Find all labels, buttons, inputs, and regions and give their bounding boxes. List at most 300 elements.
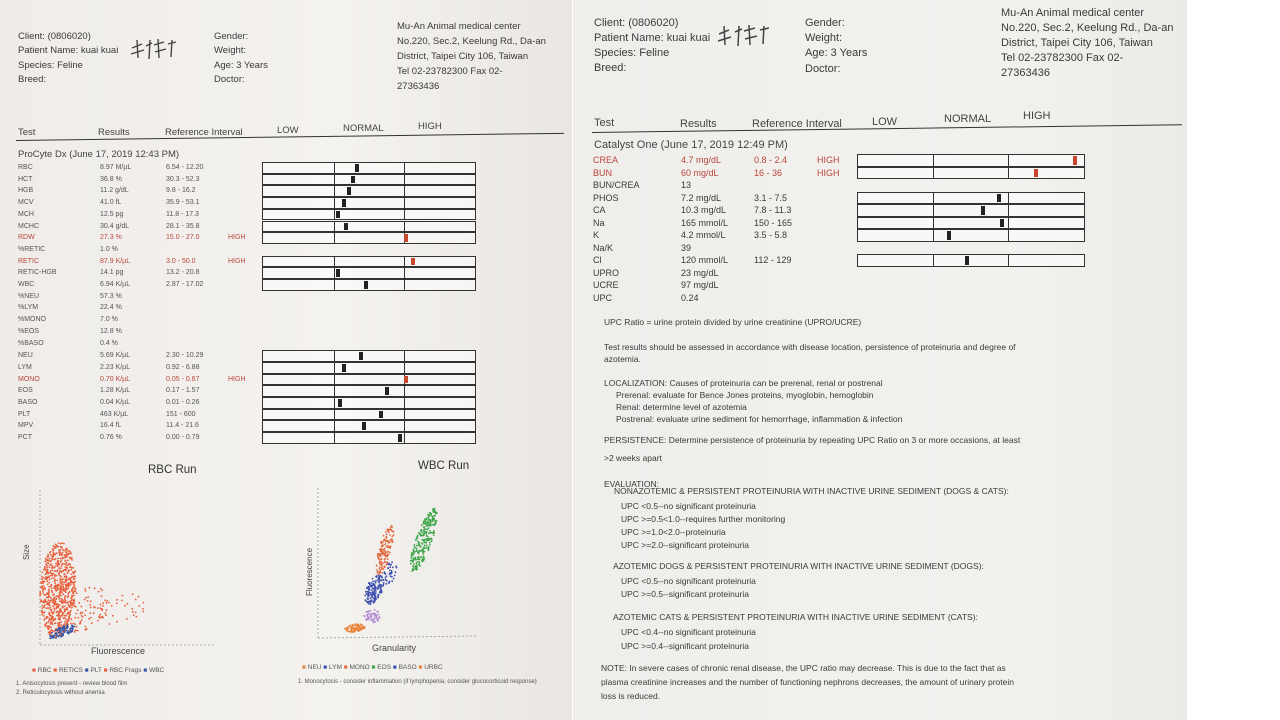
scatter-point <box>70 602 72 604</box>
scatter-point <box>44 600 46 602</box>
scatter-point <box>56 635 58 637</box>
scatter-point <box>395 571 397 573</box>
test-name: %RETIC <box>18 245 46 253</box>
scatter-point <box>131 608 133 610</box>
scatter-point <box>417 559 419 561</box>
scatter-point <box>377 618 379 620</box>
rbc-note-1: 1. Anisocytosis present - review blood film <box>16 681 128 687</box>
scatter-point <box>383 566 385 568</box>
result-marker <box>347 187 351 195</box>
note-line: Test results should be assessed in accordance with disease location, persistence of proteinuria and degree of <box>604 342 1016 352</box>
scatter-point <box>389 569 391 571</box>
scatter-point <box>45 558 47 560</box>
scatter-point <box>426 519 428 521</box>
scatter-point <box>54 570 56 572</box>
note-line: Prerenal: evaluate for Bence Jones proteins, myoglobin, hemoglobin <box>616 390 874 400</box>
scatter-point <box>138 596 140 598</box>
scatter-point <box>55 565 57 567</box>
range-divider-high <box>404 257 405 267</box>
scatter-point <box>380 588 382 590</box>
scatter-point <box>391 541 393 543</box>
scatter-point <box>55 553 57 555</box>
result-marker <box>351 176 355 184</box>
scatter-point <box>74 623 76 625</box>
scatter-point <box>50 554 52 556</box>
reference-interval: 0.92 - 6.88 <box>166 363 200 371</box>
result-value: 463 K/µL <box>100 410 129 418</box>
range-bar <box>262 362 476 374</box>
scatter-point <box>344 628 346 630</box>
result-marker <box>342 364 346 372</box>
note-line: UPC >=2.0--significant proteinuria <box>621 540 750 550</box>
scatter-point <box>101 608 103 610</box>
test-name: MPV <box>18 422 34 430</box>
note-line: UPC >=1.0<2.0--proteinuria <box>621 527 726 537</box>
scatter-point <box>72 590 74 592</box>
result-value: 8.97 M/µL <box>100 164 132 171</box>
scatter-point <box>46 556 48 558</box>
wbc-run-scatter <box>302 478 482 653</box>
test-name: PHOS <box>593 192 619 203</box>
age: Age: 3 Years <box>805 47 868 59</box>
scatter-point <box>416 537 418 539</box>
scatter-point <box>47 592 49 594</box>
scatter-point <box>87 596 89 598</box>
scatter-point <box>56 571 58 573</box>
scatter-point <box>434 508 436 510</box>
result-row <box>0 432 480 444</box>
scatter-point <box>47 569 49 571</box>
scatter-point <box>67 559 69 561</box>
range-bar <box>857 217 1085 230</box>
note-line: Renal: determine level of azotemia <box>616 402 747 412</box>
note-line: UPC <0.4--no significant proteinuria <box>621 627 756 637</box>
scatter-point <box>376 565 378 567</box>
species: Species: Feline <box>594 47 670 59</box>
scatter-point <box>75 613 77 615</box>
scatter-point <box>383 582 385 584</box>
result-row <box>573 267 1093 280</box>
scatter-point <box>391 530 393 532</box>
scatter-point <box>106 600 108 602</box>
scatter-point <box>53 607 55 609</box>
test-name: %LYM <box>18 304 39 312</box>
scatter-point <box>74 570 76 572</box>
result-value: 12.5 pg <box>100 210 124 218</box>
range-divider-high <box>404 410 405 420</box>
reference-interval: 0.8 - 2.4 <box>754 155 788 165</box>
scatter-point <box>383 579 385 581</box>
reference-interval: 16 - 36 <box>754 167 783 178</box>
result-value: 16.4 fL <box>100 422 122 430</box>
scatter-point <box>366 593 368 595</box>
result-marker <box>362 422 366 430</box>
scatter-point <box>142 611 144 613</box>
scatter-point <box>423 520 425 522</box>
note-line: UPC Ratio = urine protein divided by urine creatinine (UPRO/UCRE) <box>604 317 862 327</box>
test-name: %NEU <box>18 292 40 300</box>
scatter-point <box>360 628 362 630</box>
scatter-point <box>383 535 385 537</box>
scatter-point <box>68 569 70 571</box>
gender: Gender: <box>214 31 249 42</box>
scatter-point <box>51 578 53 580</box>
scatter-point <box>55 598 57 600</box>
scatter-point <box>422 552 424 554</box>
range-bar <box>857 167 1085 180</box>
scatter-point <box>372 601 374 603</box>
high-flag: HIGH <box>817 167 840 178</box>
result-marker <box>404 376 408 384</box>
result-row <box>0 232 480 244</box>
note-line: UPC <0.5--no significant proteinuria <box>621 576 756 586</box>
scatter-point <box>354 623 356 625</box>
scatter-point <box>58 549 60 551</box>
scatter-point <box>77 609 79 611</box>
result-row <box>0 302 480 314</box>
scatter-point <box>74 585 76 587</box>
scatter-point <box>51 612 53 614</box>
scatter-point <box>423 526 425 528</box>
range-bar <box>262 232 476 244</box>
scatter-point <box>370 615 372 617</box>
scatter-point <box>386 575 388 577</box>
range-divider-high <box>404 268 405 278</box>
scatter-point <box>60 590 62 592</box>
scatter-point <box>69 631 71 633</box>
result-value: 60 mg/dL <box>681 167 719 178</box>
scatter-point <box>47 601 49 603</box>
result-row <box>0 185 480 197</box>
scatter-point <box>370 617 372 619</box>
patient-name: Patient Name: kuai kuai <box>594 32 711 44</box>
scatter-point <box>67 630 69 632</box>
range-divider-high <box>1008 255 1009 266</box>
scatter-point <box>424 544 426 546</box>
scatter-point <box>375 582 377 584</box>
test-name: Na <box>593 217 605 228</box>
result-marker <box>1000 219 1004 228</box>
scatter-point <box>64 606 66 608</box>
scatter-point <box>61 592 63 594</box>
scatter-point <box>62 578 64 580</box>
scatter-point <box>52 613 54 615</box>
reference-interval: 11.8 - 17.3 <box>166 210 199 218</box>
scatter-point <box>415 559 417 561</box>
result-row <box>0 279 480 291</box>
reference-interval: 0.01 - 0.26 <box>166 399 200 406</box>
scatter-point <box>66 552 68 554</box>
scatter-point <box>80 612 82 614</box>
scatter-point <box>394 575 396 577</box>
scatter-point <box>45 594 47 596</box>
scatter-point <box>55 584 57 586</box>
scatter-point <box>370 597 372 599</box>
scatter-point <box>65 619 67 621</box>
scatter-point <box>422 553 424 555</box>
scatter-point <box>429 542 431 544</box>
scatter-point <box>53 577 55 579</box>
reference-interval: 0.05 - 0.67 <box>166 375 200 383</box>
scatter-point <box>62 593 64 595</box>
scatter-point <box>53 603 55 605</box>
scatter-point <box>422 539 424 541</box>
result-row <box>0 362 480 374</box>
scatter-point <box>53 545 55 547</box>
scatter-point <box>43 615 45 617</box>
note-line: AZOTEMIC DOGS & PERSISTENT PROTEINURIA WITH INACTIVE URINE SEDIMENT (DOGS): <box>613 561 984 571</box>
scatter-point <box>416 561 418 563</box>
reference-interval: 11.4 - 21.6 <box>166 422 199 430</box>
range-divider-high <box>404 363 405 373</box>
scatter-point <box>412 560 414 562</box>
scatter-point <box>431 516 433 518</box>
scatter-point <box>374 584 376 586</box>
scatter-point <box>58 632 60 634</box>
scatter-point <box>90 607 92 609</box>
scatter-point <box>428 546 430 548</box>
reference-interval: 3.5 - 5.8 <box>754 230 788 240</box>
scatter-point <box>354 629 356 631</box>
scatter-point <box>55 589 57 591</box>
scatter-point <box>67 594 69 596</box>
scatter-point <box>71 597 73 599</box>
scatter-point <box>50 560 52 562</box>
range-bar <box>262 350 476 362</box>
breed: Breed: <box>18 74 46 85</box>
result-value: 12.8 % <box>100 327 122 335</box>
scatter-point <box>371 584 373 586</box>
scatter-point <box>377 597 379 599</box>
scatter-point <box>66 630 68 632</box>
scatter-point <box>74 605 76 607</box>
reference-interval: 0.17 - 1.57 <box>166 387 200 395</box>
age: Age: 3 Years <box>214 60 268 71</box>
scatter-point <box>51 630 53 632</box>
scatter-point <box>98 616 100 618</box>
result-row <box>0 397 480 409</box>
range-bar <box>262 279 476 291</box>
scatter-point <box>64 576 66 578</box>
note-line: UPC >=0.4--significant proteinuria <box>621 641 750 651</box>
scatter-point <box>61 542 63 544</box>
scatter-point <box>378 575 380 577</box>
result-value: 14.1 pg <box>100 269 124 277</box>
scatter-point <box>385 553 387 555</box>
note-line: loss is reduced. <box>601 691 661 701</box>
clinic-address: No.220, Sec.2, Keelung Rd., Da-an District, Taipei City 106, Taiwan <box>1001 22 1174 49</box>
scatter-point <box>428 515 430 517</box>
scatter-point <box>67 602 69 604</box>
scatter-point <box>58 613 60 615</box>
scatter-point <box>43 606 45 608</box>
test-name: UPRO <box>593 267 620 278</box>
range-bar <box>262 174 476 186</box>
scatter-point <box>372 595 374 597</box>
catalyst-report-page <box>573 0 1187 720</box>
scatter-point <box>108 602 110 604</box>
scatter-point <box>372 591 374 593</box>
scatter-point <box>425 531 427 533</box>
scatter-point <box>81 619 83 621</box>
result-row <box>0 409 480 421</box>
wbc-legend: ■ NEU ■ LYM ■ MONO ■ EOS ■ BASO ■ URBC <box>302 664 443 671</box>
test-name: BASO <box>18 399 38 406</box>
scatter-point <box>415 539 417 541</box>
scatter-point <box>56 579 58 581</box>
scatter-point <box>132 593 134 595</box>
scatter-point <box>42 580 44 582</box>
scatter-point <box>46 616 48 618</box>
scatter-point <box>116 602 118 604</box>
scatter-point <box>121 600 123 602</box>
scatter-point <box>76 626 78 628</box>
scatter-point <box>372 578 374 580</box>
result-row <box>0 326 480 338</box>
reference-interval: 3.0 - 50.0 <box>166 257 196 265</box>
result-value: 23 mg/dL <box>681 267 719 278</box>
result-marker <box>359 352 363 360</box>
scatter-point <box>65 578 67 580</box>
scatter-point <box>426 547 428 549</box>
scatter-point <box>42 605 44 607</box>
scatter-point <box>98 591 100 593</box>
scatter-point <box>126 603 128 605</box>
scatter-point <box>50 551 52 553</box>
high-flag: HIGH <box>228 257 246 265</box>
scatter-point <box>51 632 53 634</box>
scatter-point <box>364 616 366 618</box>
range-bar <box>262 374 476 386</box>
scatter-point <box>60 581 62 583</box>
scatter-point <box>376 569 378 571</box>
result-value: 0.76 % <box>100 434 122 442</box>
scatter-point <box>64 625 66 627</box>
range-bar <box>262 221 476 233</box>
scatter-point <box>74 617 76 619</box>
scatter-point <box>55 637 57 639</box>
scatter-point <box>379 617 381 619</box>
test-name: Cl <box>593 255 602 265</box>
clinic-phone: Tel 02-23782300 Fax 02-27363436 <box>397 66 503 92</box>
note-line: UPC >=0.5--significant proteinuria <box>621 589 750 599</box>
test-name: HGB <box>18 187 34 195</box>
scatter-point <box>422 543 424 545</box>
note-line: Postrenal: evaluate urine sediment for hemorrhage, inflammation & infection <box>616 414 903 424</box>
scatter-point <box>368 582 370 584</box>
scatter-point <box>384 561 386 563</box>
scatter-point <box>425 528 427 530</box>
range-bar <box>857 154 1085 167</box>
note-line: NONAZOTEMIC & PERSISTENT PROTEINURIA WITH INACTIVE URINE SEDIMENT (DOGS & CATS): <box>614 486 1009 496</box>
scatter-point <box>47 604 49 606</box>
scatter-point <box>61 615 63 617</box>
scatter-point <box>372 597 374 599</box>
result-value: 1.28 K/µL <box>100 387 131 395</box>
procyte-report-page <box>0 0 572 720</box>
scatter-point <box>73 582 75 584</box>
scatter-point <box>106 609 108 611</box>
client-id: Client: (0806020) <box>594 17 679 29</box>
scatter-point <box>380 564 382 566</box>
scatter-point <box>367 602 369 604</box>
scatter-point <box>385 540 387 542</box>
scatter-point <box>45 607 47 609</box>
scatter-point <box>388 529 390 531</box>
range-divider-high <box>404 186 405 196</box>
scatter-point <box>53 637 55 639</box>
scatter-point <box>425 521 427 523</box>
scatter-point <box>124 605 126 607</box>
scatter-point <box>426 523 428 525</box>
section-title: ProCyte Dx (June 17, 2019 12:43 PM) <box>18 149 180 160</box>
result-row <box>573 179 1093 192</box>
scatter-point <box>54 576 56 578</box>
scatter-point <box>48 594 50 596</box>
result-marker <box>947 231 951 240</box>
rbc-note-2: 2. Reticulocytosis without anemia <box>16 690 105 696</box>
scatter-point <box>421 524 423 526</box>
scatter-point <box>374 615 376 617</box>
scatter-point <box>57 560 59 562</box>
scatter-point <box>74 626 76 628</box>
test-name: CREA <box>593 155 619 165</box>
scatter-point <box>381 550 383 552</box>
scatter-point <box>112 615 114 617</box>
scatter-point <box>116 621 118 623</box>
scatter-point <box>385 583 387 585</box>
scatter-point <box>376 611 378 613</box>
col-results: Results <box>680 118 717 130</box>
scatter-point <box>57 584 59 586</box>
result-marker <box>398 434 402 442</box>
scatter-point <box>391 580 393 582</box>
scatter-point <box>377 620 379 622</box>
scatter-point <box>432 524 434 526</box>
rbc-legend: ■ RBC ■ RETICS ■ PLT ■ RBC Frags ■ WBC <box>32 667 165 674</box>
scatter-point <box>74 578 76 580</box>
high-flag: HIGH <box>817 155 840 165</box>
scatter-point <box>58 615 60 617</box>
range-bar <box>262 209 476 221</box>
scatter-point <box>90 617 92 619</box>
scatter-point <box>414 568 416 570</box>
result-row <box>0 221 480 233</box>
scatter-point <box>376 617 378 619</box>
scatter-point <box>70 628 72 630</box>
scatter-point <box>381 545 383 547</box>
scatter-point <box>367 598 369 600</box>
range-bar <box>262 432 476 444</box>
range-divider-low <box>334 233 335 243</box>
reference-interval: 151 - 600 <box>166 410 196 418</box>
scatter-point <box>391 576 393 578</box>
result-value: 4.2 mmol/L <box>681 230 726 240</box>
scatter-point <box>351 628 353 630</box>
wbc-note-1: 1. Monocytosis - consider inflammation (if lymphopenia, consider glucocorticoid response) <box>298 679 537 685</box>
result-value: 11.2 g/dL <box>100 187 129 195</box>
scatter-point <box>62 557 64 559</box>
scatter-point <box>106 602 108 604</box>
range-bar <box>262 409 476 421</box>
scatter-point <box>369 592 371 594</box>
scatter-point <box>44 581 46 583</box>
scatter-point <box>424 539 426 541</box>
range-bar <box>262 197 476 209</box>
scatter-point <box>59 575 61 577</box>
result-row <box>0 256 480 268</box>
scatter-point <box>51 592 53 594</box>
